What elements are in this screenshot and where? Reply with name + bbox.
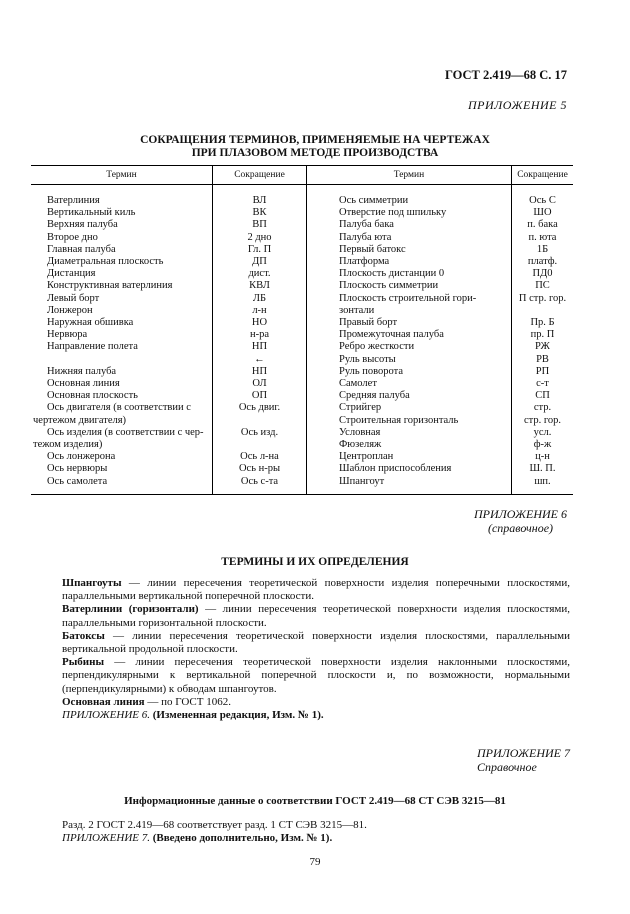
appendix7-note bbox=[62, 832, 570, 845]
term-cell: Вертикальный киль bbox=[47, 207, 136, 219]
abbr-cell: ВК bbox=[213, 207, 307, 219]
definition-term: Батоксы bbox=[62, 629, 105, 642]
definition-term: Ватерлинии (горизонтали) bbox=[62, 603, 199, 616]
term-cell: Стрийгер bbox=[339, 402, 382, 414]
col-abbr-2: Сокращение bbox=[512, 166, 574, 185]
spacer-cell bbox=[512, 185, 574, 196]
definition-term: Основная линия bbox=[62, 695, 145, 708]
term-cell: Руль высоты bbox=[339, 353, 396, 365]
table-row bbox=[31, 378, 573, 390]
term-cell: Центроплан bbox=[339, 451, 394, 463]
term-cell: Второе дно bbox=[47, 231, 98, 243]
abbr-cell: РП bbox=[512, 366, 574, 378]
appendix6-note-italic: ПРИЛОЖЕНИЕ 6. bbox=[62, 709, 150, 722]
term-cell: тежом изделия) bbox=[33, 439, 103, 451]
term-cell: Условная bbox=[339, 426, 381, 438]
table-row bbox=[31, 415, 573, 427]
appendix7-line1: Разд. 2 ГОСТ 2.419—68 соответствует разд. 1 СТ СЭВ 3215—81. bbox=[62, 819, 367, 831]
abbr-cell: дист. bbox=[213, 268, 307, 280]
appendix7-label: ПРИЛОЖЕНИЕ 7 bbox=[477, 746, 570, 760]
definition-text: — линии пересечения теоретической поверхности изделия наклонными плоскостями, перпендикулярными к вертикальной поперечной плоскости и, по возможности, нормальными (перпендикулярными) к обводам шпангоутов. bbox=[62, 656, 570, 695]
abbr-cell: ф-ж bbox=[512, 439, 574, 451]
abbr-cell: ОЛ bbox=[213, 378, 307, 390]
table-row bbox=[31, 317, 573, 329]
appendix7-sublabel: Справочное bbox=[477, 760, 537, 774]
abbr-cell: 1Б bbox=[512, 244, 574, 256]
abbr-cell: стр. гор. bbox=[512, 415, 574, 427]
term-cell: Ватерлиния bbox=[47, 195, 100, 206]
appendix6-label: ПРИЛОЖЕНИЕ 6 bbox=[474, 507, 567, 521]
abbr-cell: Ось изд. bbox=[213, 427, 307, 439]
appendix7-note-italic: ПРИЛОЖЕНИЕ 7. bbox=[62, 832, 150, 844]
term-cell: Ось симметрии bbox=[339, 195, 409, 206]
term-cell: Диаметральная плоскость bbox=[47, 256, 164, 268]
abbr-cell: пр. П bbox=[512, 329, 574, 341]
definition-term: Рыбины bbox=[62, 656, 105, 669]
definition-text: — по ГОСТ 1062. bbox=[144, 695, 231, 708]
term-cell: Первый батокс bbox=[339, 243, 406, 255]
abbr-cell: ПД0 bbox=[512, 268, 574, 280]
table-row bbox=[31, 256, 573, 268]
abbr-cell: стр. bbox=[512, 402, 574, 414]
appendix6-title: ТЕРМИНЫ И ИХ ОПРЕДЕЛЕНИЯ bbox=[221, 556, 409, 568]
abbr-cell: ОП bbox=[213, 390, 307, 402]
term-cell: Ось лонжерона bbox=[47, 451, 116, 463]
term-cell: Лонжерон bbox=[47, 304, 93, 316]
term-cell: Правый борт bbox=[339, 317, 398, 329]
term-cell: Верхняя палуба bbox=[47, 219, 118, 231]
table-row bbox=[31, 280, 573, 292]
abbr-cell: ц-н bbox=[512, 451, 574, 463]
definitions-block bbox=[62, 577, 570, 722]
appendix5-title-line1: СОКРАЩЕНИЯ ТЕРМИНОВ, ПРИМЕНЯЕМЫЕ НА ЧЕРТЕЖАХ bbox=[140, 134, 490, 146]
definition-paragraph bbox=[62, 577, 570, 603]
term-cell: Плоскость симметрии bbox=[339, 280, 439, 292]
table-row bbox=[31, 305, 573, 317]
definition-paragraph bbox=[62, 656, 570, 696]
table-header-row bbox=[31, 166, 573, 185]
term-cell bbox=[31, 354, 213, 366]
term-cell: Ось двигателя (в соответствии с bbox=[47, 402, 191, 414]
definition-text: — линии пересечения теоретической поверхности изделия плоскостями, параллельными горизонтальной плоскости. bbox=[62, 603, 570, 629]
table-row bbox=[31, 329, 573, 341]
table-row bbox=[31, 232, 573, 244]
term-cell: Шпангоут bbox=[307, 476, 512, 495]
abbr-cell: Ш. П. bbox=[512, 463, 574, 475]
term-cell: Средняя палуба bbox=[339, 390, 410, 402]
abbr-cell: п. бака bbox=[512, 219, 574, 231]
table-row bbox=[31, 402, 573, 414]
term-cell: Палуба юта bbox=[339, 231, 392, 243]
term-cell: Ось изделия (в соответствии с чер- bbox=[47, 426, 204, 438]
spacer-cell bbox=[307, 185, 512, 196]
page-header: ГОСТ 2.419—68 С. 17 bbox=[444, 68, 567, 82]
abbr-cell: ← bbox=[213, 354, 307, 366]
definition-paragraph bbox=[62, 696, 570, 709]
term-cell: Руль поворота bbox=[339, 365, 404, 377]
abbr-cell: Гл. П bbox=[213, 244, 307, 256]
abbr-cell: РВ bbox=[512, 354, 574, 366]
table-row bbox=[31, 476, 573, 495]
appendix6-note-bold: (Измененная редакция, Изм. № 1). bbox=[149, 709, 324, 722]
term-cell: Левый борт bbox=[47, 292, 100, 304]
abbr-cell: СП bbox=[512, 390, 574, 402]
col-term-2: Термин bbox=[307, 166, 512, 185]
table-row bbox=[31, 427, 573, 439]
term-cell: Дистанция bbox=[47, 268, 96, 280]
term-cell: Конструктивная ватерлиния bbox=[47, 280, 173, 292]
definition-paragraph bbox=[62, 630, 570, 656]
abbr-cell: п. юта bbox=[512, 232, 574, 244]
abbr-cell: 2 дно bbox=[213, 232, 307, 244]
col-term-1: Термин bbox=[31, 166, 213, 185]
abbr-cell: ВЛ bbox=[213, 195, 307, 207]
table-spacer-row bbox=[31, 185, 573, 196]
abbr-cell: НО bbox=[213, 317, 307, 329]
table-row bbox=[31, 463, 573, 475]
term-cell: Промежуточная палуба bbox=[339, 329, 444, 341]
abbr-cell bbox=[213, 439, 307, 451]
table-row bbox=[31, 451, 573, 463]
table-row bbox=[31, 366, 573, 378]
table-row bbox=[31, 268, 573, 280]
term-cell: Палуба бака bbox=[339, 219, 394, 231]
abbr-cell: усл. bbox=[512, 427, 574, 439]
abbr-cell: с-т bbox=[512, 378, 574, 390]
abbr-cell bbox=[512, 305, 574, 317]
table-row bbox=[31, 354, 573, 366]
abbr-cell: н-ра bbox=[213, 329, 307, 341]
term-cell: Отверстие под шпильку bbox=[339, 207, 447, 219]
definition-text: — линии пересечения теоретической поверхности изделия поперечными плоскостями, параллельными вертикальной поперечной плоскости. bbox=[62, 577, 570, 603]
term-cell: Строительная горизонталь bbox=[339, 414, 459, 426]
definition-term: Шпангоуты bbox=[62, 577, 122, 589]
abbr-cell: ПС bbox=[512, 280, 574, 292]
table-row bbox=[31, 341, 573, 353]
term-cell: Основная линия bbox=[47, 378, 120, 390]
abbr-cell: л-н bbox=[213, 305, 307, 317]
abbr-cell: Ось С bbox=[512, 195, 574, 207]
term-cell: Главная палуба bbox=[47, 243, 116, 255]
abbr-cell: Ось двиг. bbox=[213, 402, 307, 414]
abbr-cell: КВЛ bbox=[213, 280, 307, 292]
term-cell: Основная плоскость bbox=[47, 390, 138, 402]
appendix5-label: ПРИЛОЖЕНИЕ 5 bbox=[468, 98, 567, 112]
abbr-cell: ЛБ bbox=[213, 293, 307, 305]
appendix7-label-block bbox=[477, 746, 570, 774]
table-row bbox=[31, 244, 573, 256]
appendix6-label-block bbox=[474, 507, 567, 535]
term-cell: Самолет bbox=[339, 378, 377, 390]
abbr-cell: Ось л-на bbox=[213, 451, 307, 463]
table-row bbox=[31, 219, 573, 231]
appendix6-note bbox=[62, 709, 570, 722]
abbr-cell: ДП bbox=[213, 256, 307, 268]
abbr-cell: ШО bbox=[512, 207, 574, 219]
table-row bbox=[31, 293, 573, 305]
abbreviations-table bbox=[31, 165, 573, 495]
abbr-cell bbox=[213, 415, 307, 427]
page-number: 79 bbox=[309, 856, 321, 868]
term-cell: Ось самолета bbox=[31, 476, 213, 495]
term-cell: Плоскость строительной гори- bbox=[339, 292, 477, 304]
term-cell: зонтали bbox=[339, 304, 375, 316]
spacer-cell bbox=[213, 185, 307, 196]
abbr-cell: Ось н-ры bbox=[213, 463, 307, 475]
col-abbr-1: Сокращение bbox=[213, 166, 307, 185]
abbr-cell: НП bbox=[213, 341, 307, 353]
abbr-cell: Пр. Б bbox=[512, 317, 574, 329]
abbr-cell: платф. bbox=[512, 256, 574, 268]
appendix7-title: Информационные данные о соответствии ГОСТ 2.419—68 СТ СЭВ 3215—81 bbox=[124, 795, 506, 807]
abbr-cell: ВП bbox=[213, 219, 307, 231]
term-cell: чертежом двигателя) bbox=[33, 414, 127, 426]
table-row bbox=[31, 390, 573, 402]
abbr-cell: шп. bbox=[512, 476, 574, 495]
term-cell: Плоскость дистанции 0 bbox=[339, 268, 445, 280]
table-row bbox=[31, 207, 573, 219]
term-cell: Нижняя палуба bbox=[47, 365, 117, 377]
definition-paragraph bbox=[62, 603, 570, 629]
appendix6-sublabel: (справочное) bbox=[487, 521, 554, 535]
spacer-cell bbox=[31, 185, 213, 196]
abbr-cell: РЖ bbox=[512, 341, 574, 353]
term-cell: Ребро жесткости bbox=[339, 341, 415, 353]
table-row bbox=[31, 439, 573, 451]
term-cell: Платформа bbox=[339, 256, 390, 268]
appendix7-note-bold: (Введено дополнительно, Изм. № 1). bbox=[149, 832, 333, 844]
term-cell: Шаблон приспособления bbox=[339, 463, 452, 475]
term-cell: Наружная обшивка bbox=[47, 317, 134, 329]
abbr-cell: П стр. гор. bbox=[512, 293, 574, 305]
term-cell: Нервюра bbox=[47, 329, 88, 341]
table-row bbox=[31, 195, 573, 207]
definition-text: — линии пересечения теоретической поверхности изделия плоскостями, параллельными вертикальной продольной плоскости. bbox=[62, 629, 570, 656]
abbr-cell: НП bbox=[213, 366, 307, 378]
term-cell: Направление полета bbox=[47, 341, 138, 353]
abbr-cell: Ось с-та bbox=[213, 476, 307, 495]
appendix5-title-line2: ПРИ ПЛАЗОВОМ МЕТОДЕ ПРОИЗВОДСТВА bbox=[191, 147, 439, 159]
term-cell: Ось нервюры bbox=[47, 463, 108, 475]
term-cell: Фюзеляж bbox=[339, 439, 382, 451]
